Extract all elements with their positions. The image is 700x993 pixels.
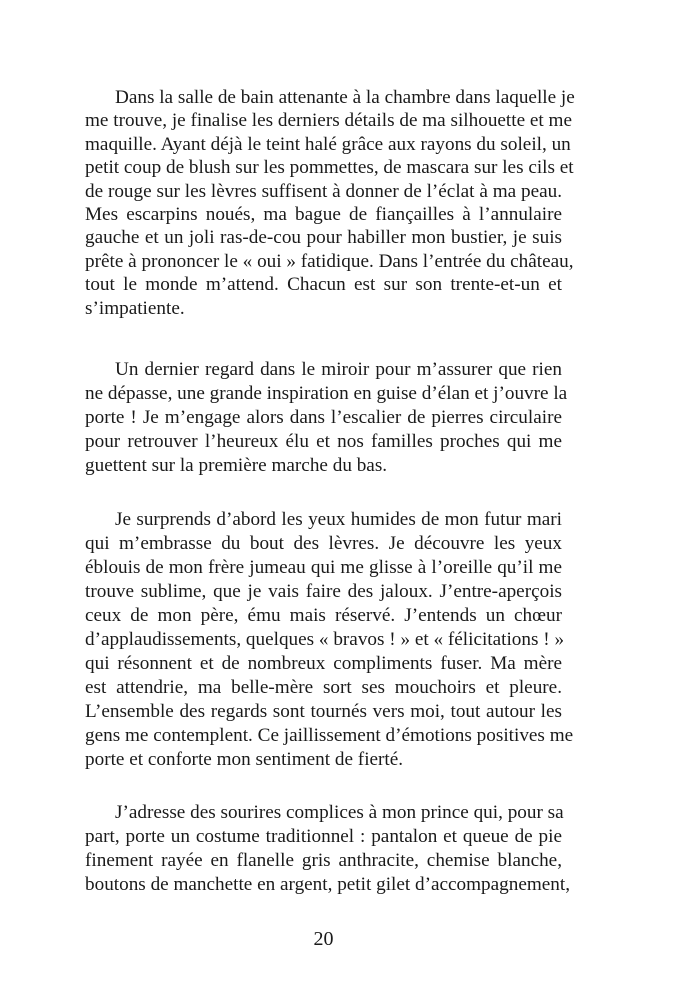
text-line: ceux de mon père, ému mais réservé. J’entends un chœur [85,605,562,626]
text-line: maquille. Ayant déjà le teint halé grâce aux rayons du soleil, un [85,133,571,155]
paragraph-1 [85,86,575,320]
text-line: guettent sur la première marche du bas. [85,455,388,476]
text-line: gauche et un joli ras-de-cou pour habiller mon bustier, je suis [85,227,562,249]
page-number: 20 [313,928,334,950]
text-line: finement rayée en flanelle gris anthracite, chemise blanche, [85,850,562,871]
text-line: me trouve, je finalise les derniers détails de ma silhouette et me [85,110,572,132]
text-line: petit coup de blush sur les pommettes, de mascara sur les cils et [85,157,574,179]
text-line: ne dépasse, une grande inspiration en guise d’élan et j’ouvre la [85,383,568,404]
text-line: prête à prononcer le « oui » fatidique. Dans l’entrée du château, [85,250,574,272]
text-line: trouve sublime, que je vais faire des jaloux. J’entre-aperçois [85,581,562,602]
text-line: gens me contemplent. Ce jaillissement d’émotions positives me [85,725,574,746]
text-line: éblouis de mon frère jumeau qui me glisse à l’oreille qu’il me [85,557,562,578]
text-line: part, porte un costume traditionnel : pantalon et queue de pie [85,826,562,847]
text-line: est attendrie, ma belle-mère sort ses mouchoirs et pleure. [85,677,562,698]
text-line: qui résonnent et de nombreux compliments fuser. Ma mère [85,653,562,674]
text-line: Mes escarpins noués, ma bague de fiançailles à l’annulaire [85,203,562,225]
text-line: porte et conforte mon sentiment de fierté. [85,749,404,770]
paragraph-3 [85,508,574,772]
paragraph-2 [85,358,568,478]
text-line: Je surprends d’abord les yeux humides de mon futur mari [115,509,562,530]
paragraph-4 [85,801,571,897]
text-line: qui m’embrasse du bout des lèvres. Je découvre les yeux [85,533,562,554]
text-line: d’applaudissements, quelques « bravos ! » et « félicitations ! » [85,629,565,650]
text-line: pour retrouver l’heureux élu et nos familles proches qui me [85,431,562,452]
text-line: porte ! Je m’engage alors dans l’escalier de pierres circulaire [85,407,562,428]
text-line: L’ensemble des regards sont tournés vers moi, tout autour les [85,701,562,722]
text-line: Dans la salle de bain attenante à la chambre dans laquelle je [115,87,575,108]
text-line: tout le monde m’attend. Chacun est sur son trente-et-un et [85,274,562,296]
text-line: s’impatiente. [85,297,185,319]
text-line: boutons de manchette en argent, petit gilet d’accompagnement, [85,874,571,895]
text-line: de rouge sur les lèvres suffisent à donner de l’éclat à ma peau. [85,180,562,202]
text-line: Un dernier regard dans le miroir pour m’assurer que rien [115,359,562,380]
text-line: J’adresse des sourires complices à mon prince qui, pour sa [115,802,564,823]
